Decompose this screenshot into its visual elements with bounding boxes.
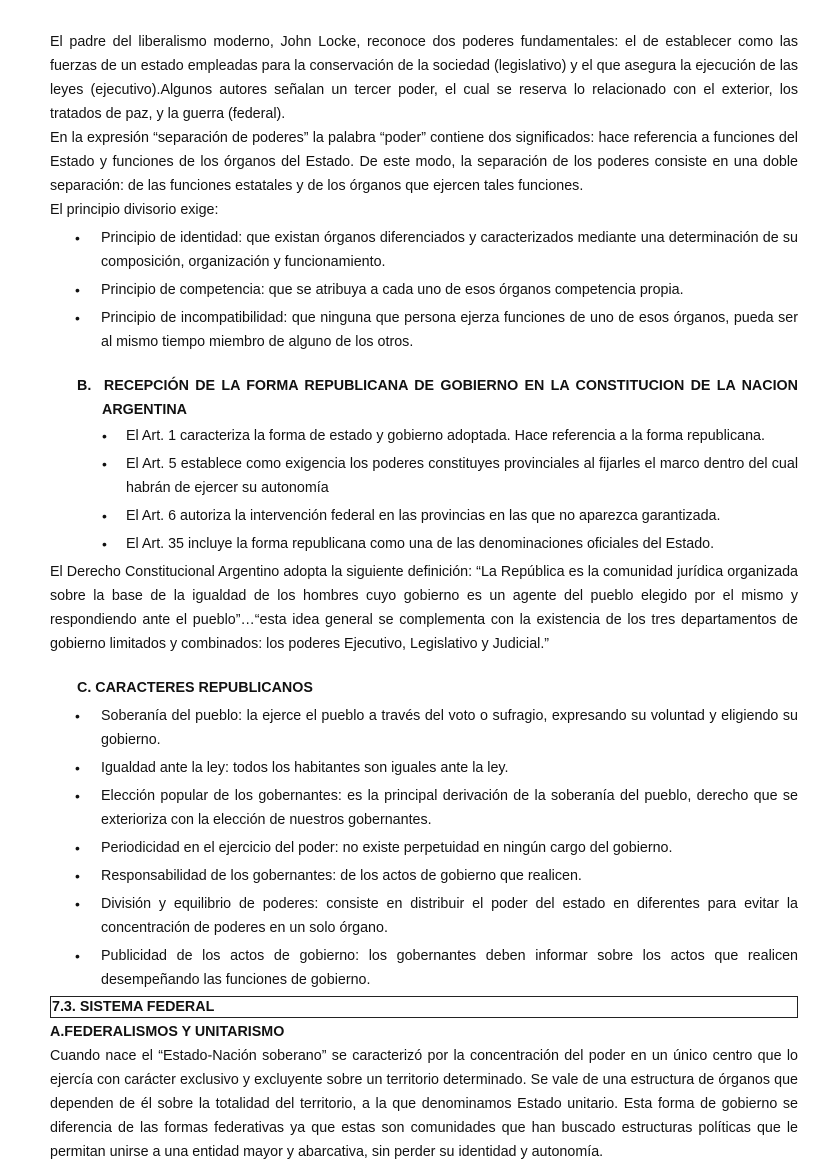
section-b-heading: B. RECEPCIÓN DE LA FORMA REPUBLICANA DE GOBIERNO EN LA CONSTITUCION DE LA NACION ARGENTINA — [77, 378, 798, 418]
list-item: • Soberanía del pueblo: la ejerce el pueblo a través del voto o sufragio, expresando su voluntad y eligiendo su gobierno. — [50, 704, 798, 752]
list-item: • El Art. 5 establece como exigencia los poderes constituyes provinciales al fijarles el marco dentro del cual habrán de ejercer su autonomía — [50, 452, 798, 500]
list-item: • El Art. 35 incluye la forma republicana como una de las denominaciones oficiales del Estado. — [50, 532, 798, 556]
list-item: • Principio de incompatibilidad: que ninguna que persona ejerza funciones de uno de esos órganos, pueda ser al mismo tiempo miembro de alguno de los otros. — [50, 306, 798, 354]
intro-paragraph-1: El padre del liberalismo moderno, John Locke, reconoce dos poderes fundamentales: el de establecer como las fuerzas de un estado empleadas para la conservación de la sociedad (legislativo) y el que asegura la ejecución de las leyes (ejecutivo).Algunos autores señalan un tercer poder, el cual se reserva lo relacionado con el exterior, los tratados de paz, y la guerra (federal). — [50, 34, 798, 122]
intro-paragraph-2: En la expresión “separación de poderes” la palabra “poder” contiene dos significados: hace referencia a funciones del Estado y funciones de los órganos del Estado. De este modo, la separación de los poderes consiste en una doble separación: de las funciones estatales y de los órganos que ejercen tales funciones. — [50, 130, 798, 194]
section-c-list — [50, 704, 798, 992]
intro-paragraph-3: El principio divisorio exige: — [50, 202, 219, 218]
document-page — [50, 30, 798, 1164]
section-a-paragraph: Cuando nace el “Estado-Nación soberano” se caracterizó por la concentración del poder en un único centro que lo ejercía con carácter exclusivo y excluyente sobre un territorio determinado. Se vale de una estructura de órganos que dependen de él sobre la totalidad del territorio, a la que denominamos Estado unitario. Esta forma de gobierno se diferencia de las formas federativas ya que estas son comunidades que han buscado estructuras políticas que le permitan unirse a una entidad mayor y abarcativa, sin perder su identidad y autonomía. — [50, 1048, 798, 1160]
list-item: • División y equilibrio de poderes: consiste en distribuir el poder del estado en diferentes para evitar la concentración de poderes en un solo órgano. — [50, 892, 798, 940]
list-item: • Igualdad ante la ley: todos los habitantes son iguales ante la ley. — [50, 756, 798, 780]
section-a-heading: A.FEDERALISMOS Y UNITARISMO — [50, 1024, 285, 1040]
section-c-heading: C. CARACTERES REPUBLICANOS — [77, 680, 313, 696]
section-b-paragraph: El Derecho Constitucional Argentino adopta la siguiente definición: “La República es la comunidad jurídica organizada sobre la base de la igualdad de los hombres cuyo gobierno es un agente del pueblo elegido por el mismo y respondiendo ante el pueblo”…“esta idea general se complementa con la existencia de los tres departamentos de gobierno limitados y combinados: los poderes Ejecutivo, Legislativo y Judicial.” — [50, 564, 798, 652]
list-item: • Principio de competencia: que se atribuya a cada uno de esos órganos competencia propia. — [50, 278, 798, 302]
section-7-3-heading: 7.3. SISTEMA FEDERAL — [50, 996, 798, 1018]
list-item: • Publicidad de los actos de gobierno: los gobernantes deben informar sobre los actos que realicen desempeñando las funciones de gobierno. — [50, 944, 798, 992]
section-b-list — [50, 424, 798, 556]
principles-list — [50, 226, 798, 354]
list-item: • El Art. 6 autoriza la intervención federal en las provincias en las que no aparezca garantizada. — [50, 504, 798, 528]
list-item: • Elección popular de los gobernantes: es la principal derivación de la soberanía del pueblo, derecho que se exterioriza con la elección de nuestros gobernantes. — [50, 784, 798, 832]
list-item: • El Art. 1 caracteriza la forma de estado y gobierno adoptada. Hace referencia a la forma republicana. — [50, 424, 798, 448]
list-item: • Periodicidad en el ejercicio del poder: no existe perpetuidad en ningún cargo del gobierno. — [50, 836, 798, 860]
list-item: • Responsabilidad de los gobernantes: de los actos de gobierno que realicen. — [50, 864, 798, 888]
list-item: • Principio de identidad: que existan órganos diferenciados y caracterizados mediante una determinación de su composición, organización y funcionamiento. — [50, 226, 798, 274]
